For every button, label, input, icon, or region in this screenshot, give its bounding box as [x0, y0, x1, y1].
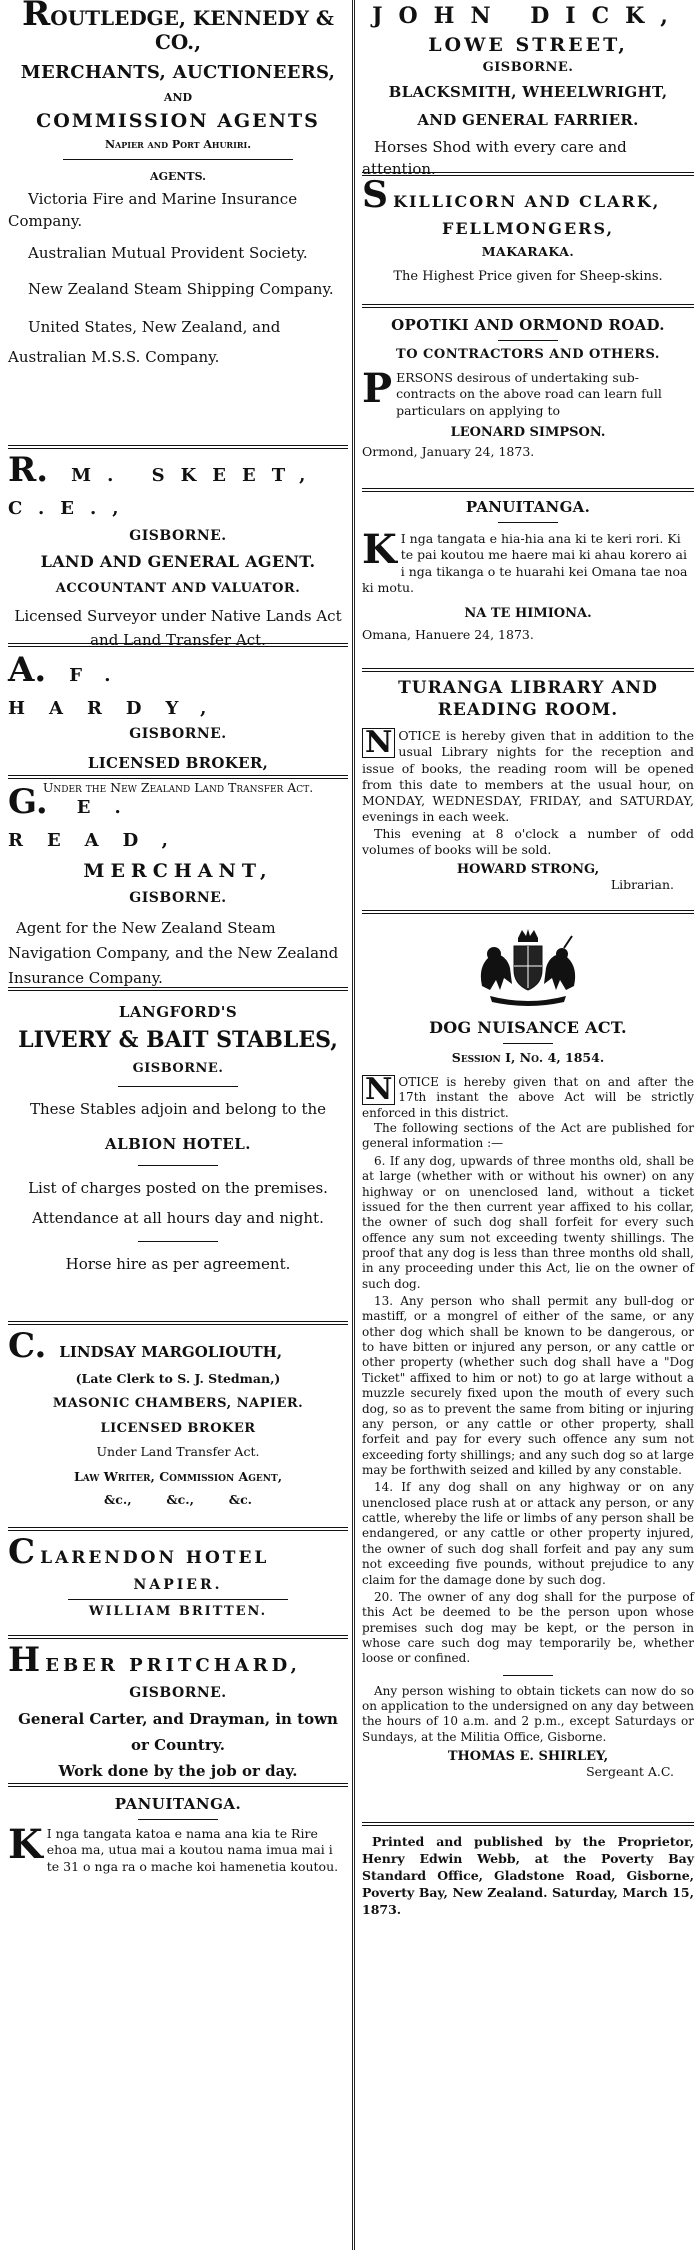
opotiki-body: ERSONS desirous of undertaking sub-contracts on the above road can learn full particulars on applying to [396, 370, 662, 418]
ad-hardy [8, 647, 348, 795]
skillicorn-body: The Highest Price given for Sheep-skins. [393, 269, 663, 284]
ad-panuitanga-left [8, 1787, 348, 1907]
imprint-text: Printed and published by the Proprietor, Henry Edwin Webb, at the Poverty Bay Standard Office, Gladstone Road, Gisborne, Poverty Bay, New Zealand. Saturday, March 15, 1873. [362, 1834, 694, 1917]
ad-opotiki-road [362, 308, 694, 488]
panuitanga-left-initial: K [8, 1821, 43, 1868]
dog-p6: 20. The owner of any dog shall for the purpose of this Act be deemed to be the person upon whose premises such dog may be kept, or the person in whose care such dog may temporarily be, whether loose or confined. [362, 1589, 694, 1666]
routledge-line2: MERCHANTS, AUCTIONEERS, [20, 62, 336, 83]
hardy-place: GISBORNE. [129, 726, 227, 742]
opotiki-sub: TO CONTRACTORS AND OTHERS. [396, 347, 660, 362]
ad-read [8, 779, 348, 987]
read-initial: G. [8, 782, 48, 822]
margoliouth-title: LICENSED BROKER [100, 1421, 256, 1436]
pritchard-initial: H [8, 1640, 41, 1680]
routledge-place: Napier and Port Ahuriri. [104, 138, 252, 151]
hardy-initial: A. [8, 650, 47, 690]
pritchard-body2: or Country. [131, 1735, 225, 1754]
dog-sig: THOMAS E. SHIRLEY, [447, 1749, 609, 1765]
skeet-line2: Licensed Surveyor under Native Lands Act and Land Transfer Act. [14, 607, 342, 649]
langford-line2: LIVERY & BAIT STABLES, [18, 1027, 338, 1053]
read-title: MERCHANT, [83, 860, 273, 882]
routledge-agency-4: United States, New Zealand, and Australian M.S.S. Company. [8, 318, 281, 367]
panuitanga-right-sig: NA TE HIMIONA. [464, 606, 592, 621]
library-heading2: READING ROOM. [437, 700, 619, 720]
right-column [360, 0, 696, 2250]
pritchard-place: GISBORNE. [129, 1685, 227, 1701]
dog-p1: OTICE is hereby given that on and after the 17th instant the above Act will be strictly enforced in this district. [362, 1075, 694, 1120]
skeet-initial: R. [8, 450, 49, 490]
margoliouth-chambers: MASONIC CHAMBERS, NAPIER. [52, 1396, 304, 1411]
panuitanga-left-heading: PANUITANGA. [114, 1795, 242, 1813]
skeet-place: GISBORNE. [129, 528, 227, 544]
margoliouth-initial: C. [8, 1326, 47, 1366]
langford-place: GISBORNE. [132, 1061, 224, 1076]
ad-skeet [8, 449, 348, 649]
opotiki-sig: LEONARD SIMPSON. [450, 424, 606, 440]
library-body2: This evening at 8 o'clock a number of odd volumes of books will be sold. [362, 825, 694, 857]
hardy-name: F. HARDY, [8, 665, 231, 719]
skillicorn-line1: KILLICORN AND CLARK, [393, 192, 661, 211]
routledge-and: AND [163, 91, 193, 104]
ad-margoliouth [8, 1325, 348, 1527]
langford-line1: LANGFORD'S [118, 1003, 238, 1021]
panuitanga-left-body: I nga tangata katoa e nama ana kia te Rire ehoa ma, utua mai a koutou nama imua mai i te 31 o nga ra o mache koi hamenetia koutou. [46, 1826, 339, 1874]
pritchard-name: EBER PRITCHARD, [45, 1655, 301, 1676]
dog-initial: N [362, 1075, 395, 1105]
skeet-title: LAND AND GENERAL AGENT. [40, 552, 316, 571]
opotiki-heading: OPOTIKI AND ORMOND ROAD. [391, 316, 665, 334]
dog-p3: 6. If any dog, upwards of three months old, shall be at large (whether with or without his owner) on any highway or on unenclosed land, without a ticket issued for the then current year affixed to his collar, the owner of such dog shall forfeit for every such offence any sum not exceeding twenty shillings. The proof that any dog is less than three months old shall, in any proceeding under this Act, lie on the owner of such dog. [362, 1153, 694, 1291]
dog-p5: 14. If any dog shall on any highway or on any unenclosed place rush at or attack any person, or any cattle, whereby the life or limbs of any person shall be endangered, or any cattle or other property injured, the owner of such dog shall forfeit and pay any sum not exceeding five pounds, without prejudice to any claim for the damage done by such dog. [362, 1480, 695, 1587]
dog-session: Session I, No. 4, 1854. [451, 1050, 605, 1065]
read-place: GISBORNE. [129, 890, 227, 906]
ad-clarendon-hotel [8, 1531, 348, 1635]
opotiki-date: Ormond, January 24, 1873. [362, 443, 535, 459]
panuitanga-right-initial: K [362, 526, 397, 573]
ad-pritchard [8, 1639, 348, 1783]
langford-body3: Attendance at all hours day and night. [32, 1208, 324, 1227]
clarendon-place: NAPIER. [133, 1577, 223, 1593]
left-column [6, 0, 350, 2250]
margoliouth-note: (Late Clerk to S. J. Stedman,) [75, 1371, 281, 1386]
langford-body4: Horse hire as per agreement. [65, 1255, 291, 1274]
ad-langford-stables [8, 991, 348, 1321]
library-heading1: TURANGA LIBRARY AND [398, 678, 658, 698]
dog-p7: Any person wishing to obtain tickets can now do so on application to the undersigned on any day between the hours of 10 a.m. and 2 p.m., except Saturdays or Sundays, at the Militia Office, Gisborne. [362, 1683, 694, 1744]
pritchard-body3: Work done by the job or day. [58, 1761, 298, 1780]
read-name: E. READ, [8, 797, 192, 851]
ad-dog-nuisance-act [362, 914, 694, 1822]
imprint [362, 1826, 694, 1936]
routledge-initial: R [22, 0, 51, 34]
routledge-agency-3: New Zealand Steam Shipping Company. [28, 280, 334, 299]
ad-john-dick [362, 0, 694, 178]
dog-heading: DOG NUISANCE ACT. [429, 1018, 627, 1037]
skeet-name: M. SKEET, C.E., [8, 465, 322, 519]
ad-turanga-library [362, 672, 694, 910]
routledge-agents-label: AGENTS. [150, 170, 206, 183]
ad-skillicorn-clark [362, 176, 694, 304]
dog-role: Sergeant A.C. [586, 1764, 674, 1780]
routledge-agency-1: Victoria Fire and Marine Insurance Company. [8, 190, 298, 230]
library-initial: N [362, 728, 395, 758]
langford-body2: List of charges posted on the premises. [28, 1178, 328, 1197]
skeet-line1: ACCOUNTANT AND VALUATOR. [55, 581, 301, 596]
pritchard-body1: General Carter, and Drayman, in town [18, 1710, 338, 1728]
read-body: Agent for the New Zealand Steam Navigation Company, and the New Zealand Insurance Company. [8, 919, 339, 987]
routledge-line3: COMMISSION AGENTS [36, 110, 320, 132]
dick-street: LOWE STREET, [428, 34, 628, 56]
dick-place: GISBORNE. [482, 60, 574, 75]
skillicorn-place: MAKARAKA. [481, 244, 575, 259]
opotiki-initial: P [362, 365, 393, 412]
skillicorn-initial: S [362, 174, 388, 216]
ad-panuitanga-right [362, 492, 694, 668]
margoliouth-act: Under Land Transfer Act. [96, 1444, 260, 1459]
dick-body: Horses Shod with every care and attention. [362, 138, 627, 178]
hardy-title: LICENSED BROKER, [87, 754, 269, 772]
dick-title1: BLACKSMITH, WHEELWRIGHT, [388, 83, 668, 101]
ad-routledge-kennedy [8, 0, 348, 445]
dog-p4: 13. Any person who shall permit any bull-dog or mastiff, or a mongrel of either of the same, or any other dog which shall be known to be dangerous, or to have bitten or injured any person, or any cattle or other property (whether such dog shall have a "Dog Ticket" affixed to him or not) to go at large without a muzzle securely fixed upon the mouth of every such dog, so as to prevent the same from biting or injuring any person, or any cattle or other property, shall forfeit and pay for every such offence any sum not exceeding forty shillings; and any such dog so at large may be forthwith seized and killed by any constable. [362, 1294, 694, 1477]
skillicorn-line2: FELLMONGERS, [441, 219, 615, 238]
clarendon-initial: C [8, 1532, 36, 1572]
langford-hotel: ALBION HOTEL. [105, 1134, 251, 1153]
library-role: Librarian. [610, 877, 674, 892]
dog-p2: The following sections of the Act are published for general information :— [362, 1121, 694, 1151]
royal-coat-of-arms-icon [460, 928, 596, 1008]
column-divider [352, 0, 355, 2250]
margoliouth-etc: &c., &c., &c. [103, 1492, 253, 1507]
panuitanga-right-heading: PANUITANGA. [465, 498, 591, 516]
panuitanga-right-body: I nga tangata e hia-hia ana ki te keri rori. Ki te pai koutou me haere mai ki ahau korero ai i nga tikanga o te huarahi kei Omana tae noa ki motu. [362, 531, 688, 595]
panuitanga-right-date: Omana, Hanuere 24, 1873. [362, 627, 534, 642]
margoliouth-line: Law Writer, Commission Agent, [73, 1469, 283, 1484]
dick-title2: AND GENERAL FARRIER. [417, 111, 639, 129]
clarendon-name: LARENDON HOTEL [40, 1548, 270, 1568]
dick-name: JOHN DICK, [372, 3, 684, 29]
clarendon-owner: WILLIAM BRITTEN. [88, 1604, 268, 1619]
margoliouth-name: LINDSAY MARGOLIOUTH, [59, 1343, 283, 1361]
hardy-line1: Under the New Zealand Land Transfer Act. [42, 780, 314, 795]
routledge-agency-2: Australian Mutual Provident Society. [28, 243, 308, 262]
routledge-name: OUTLEDGE, KENNEDY & CO., [50, 6, 334, 54]
langford-body1: These Stables adjoin and belong to the [29, 1100, 327, 1118]
library-sig: HOWARD STRONG, [456, 862, 600, 877]
library-body1: OTICE is hereby given that in addition to the usual Library nights for the reception and issue of books, the reading room will be opened from this date to members at the usual hour, on MONDAY, WEDNESDAY, FRIDAY, and SATURDAY, evenings in each week. [362, 728, 694, 825]
